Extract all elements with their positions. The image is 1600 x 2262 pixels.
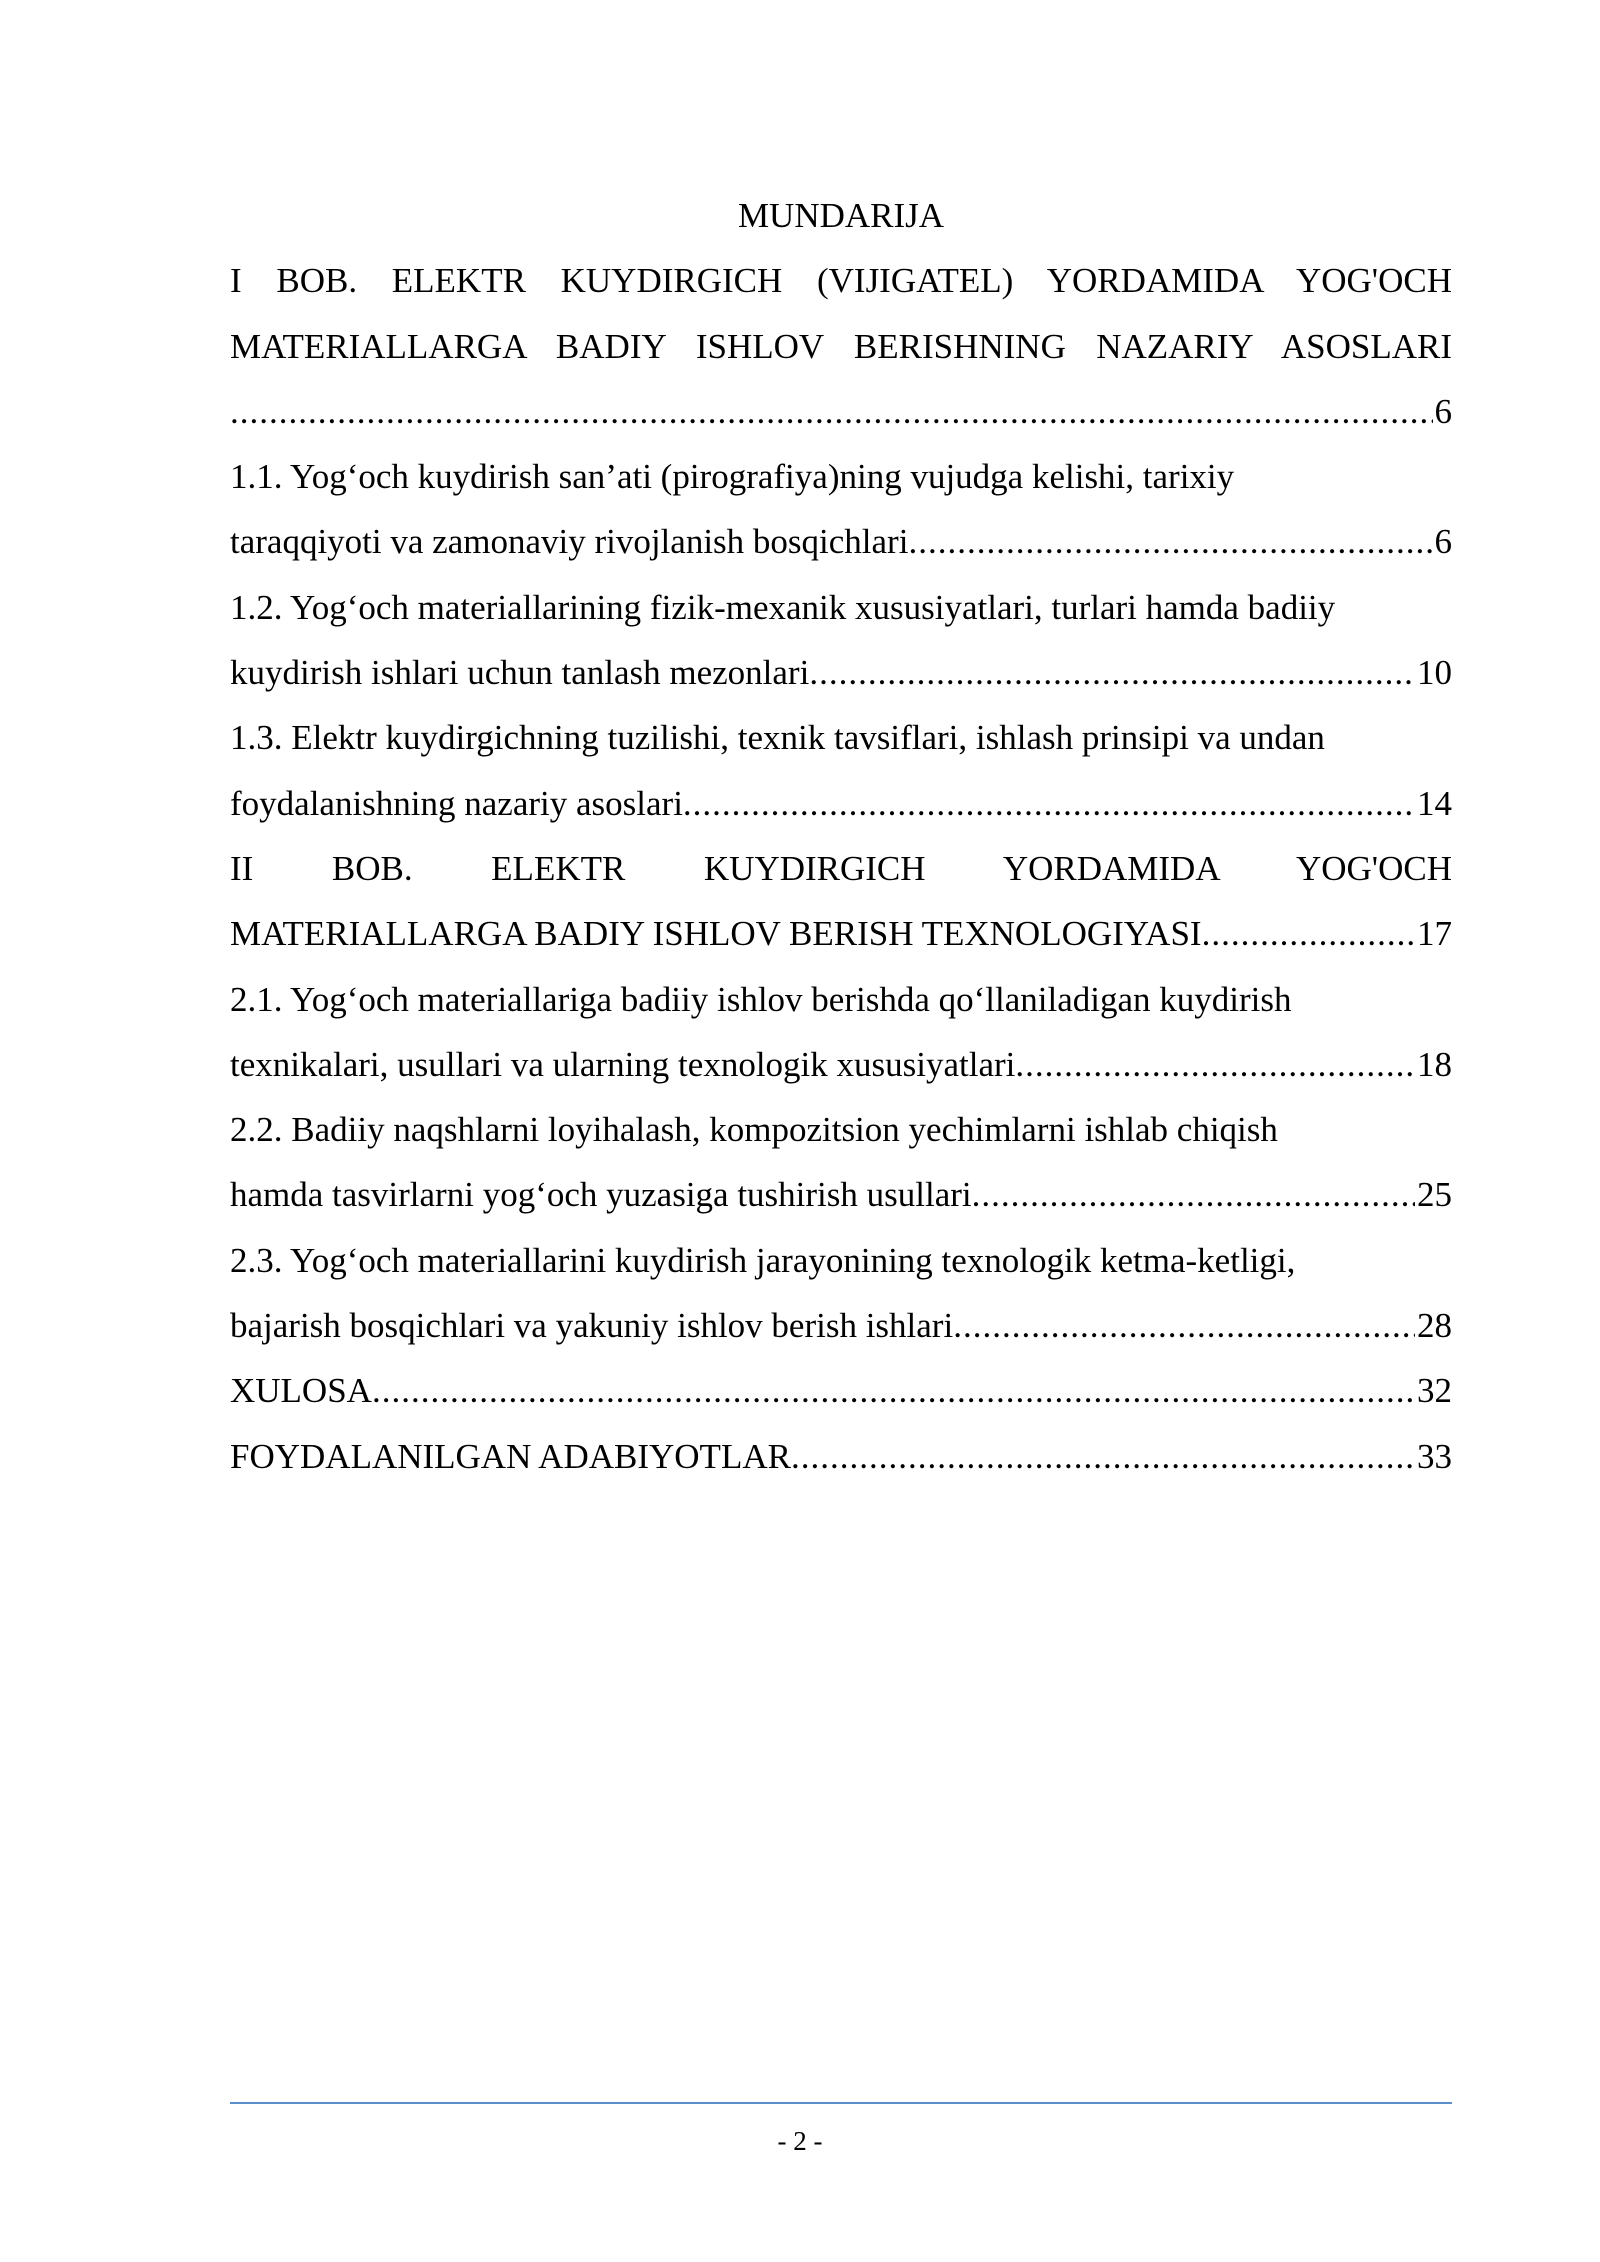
toc-entry-text: MATERIALLARGA BADIY ISHLOV BERISH TEXNOLOGIYASI bbox=[230, 914, 1202, 954]
toc-entry-text: 1.2. Yog‘och materiallarining fizik-mexanik xususiyatlari, turlari hamda badiiy bbox=[230, 587, 1336, 627]
toc-entry-section-1-1[interactable] bbox=[230, 444, 1452, 575]
toc-entry-text: texnikalari, usullari va ularning texnologik xususiyatlari bbox=[230, 1044, 1016, 1084]
toc-entry-text: 2.3. Yog‘och materiallarini kuydirish jarayonining texnologik ketma-ketligi, bbox=[230, 1240, 1296, 1280]
toc-entry-text: taraqqiyoti va zamonaviy rivojlanish bosqichlari bbox=[230, 522, 909, 562]
toc-page-number: 6 bbox=[1434, 391, 1452, 431]
dot-leader bbox=[683, 771, 1415, 836]
toc-entry-text: kuydirish ishlari uchun tanlash mezonlari bbox=[230, 653, 810, 693]
footer-page-number: - 2 - bbox=[777, 2126, 823, 2156]
toc-entry-text: MATERIALLARGA BADIY ISHLOV BERISHNING NAZARIY ASOSLARI bbox=[230, 326, 1452, 366]
toc-entry-text: 2.2. Badiiy naqshlarni loyihalash, kompozitsion yechimlarni ishlab chiqish bbox=[230, 1110, 1278, 1150]
toc-entry-section-2-1[interactable] bbox=[230, 967, 1452, 1098]
toc-entry-text: 2.1. Yog‘och materiallariga badiiy ishlov berishda qo‘llaniladigan kuydirish bbox=[230, 979, 1292, 1019]
toc-entry-text: bajarish bosqichlari va yakuniy ishlov berish ishlari bbox=[230, 1306, 954, 1346]
dot-leader bbox=[908, 509, 1432, 574]
toc-page-number: 28 bbox=[1417, 1306, 1452, 1346]
toc-page-number: 33 bbox=[1417, 1436, 1452, 1476]
dot-leader bbox=[1015, 1032, 1415, 1097]
toc-leader-line bbox=[230, 1293, 1452, 1358]
dot-leader bbox=[972, 1162, 1415, 1227]
dot-leader bbox=[809, 640, 1415, 705]
toc-leader-line bbox=[230, 640, 1452, 705]
toc-leader-line bbox=[230, 379, 1452, 444]
dot-leader bbox=[372, 1358, 1415, 1423]
toc-entry-text: II BOB. ELEKTR KUYDIRGICH YORDAMIDA YOG'OCH bbox=[230, 848, 1452, 888]
toc-leader-line bbox=[230, 771, 1452, 836]
dot-leader bbox=[953, 1293, 1415, 1358]
toc-entry-chapter-1[interactable] bbox=[230, 248, 1452, 444]
toc-entry-section-1-3[interactable] bbox=[230, 705, 1452, 836]
table-of-contents bbox=[230, 183, 1452, 1489]
toc-entry-text: I BOB. ELEKTR KUYDIRGICH (VIJIGATEL) YORDAMIDA YOG'OCH bbox=[230, 261, 1452, 301]
toc-page-number: 17 bbox=[1417, 914, 1452, 954]
dot-leader bbox=[1202, 901, 1415, 966]
toc-entry-text: foydalanishning nazariy asoslari bbox=[230, 783, 683, 823]
toc-entry-text: hamda tasvirlarni yog‘och yuzasiga tushirish usullari bbox=[230, 1175, 972, 1215]
toc-leader-line bbox=[230, 1162, 1452, 1227]
toc-entry-section-1-2[interactable] bbox=[230, 575, 1452, 706]
toc-entry-text: 1.1. Yog‘och kuydirish san’ati (pirografiya)ning vujudga kelishi, tarixiy bbox=[230, 457, 1235, 497]
toc-title: MUNDARIJA bbox=[737, 196, 945, 235]
toc-page-number: 18 bbox=[1417, 1044, 1452, 1084]
toc-entry-chapter-2[interactable] bbox=[230, 836, 1452, 967]
toc-entry-text: 1.3. Elektr kuydirgichning tuzilishi, texnik tavsiflari, ishlash prinsipi va undan bbox=[230, 718, 1325, 758]
toc-page-number: 14 bbox=[1417, 783, 1452, 823]
dot-leader bbox=[230, 379, 1433, 444]
toc-entry-conclusion[interactable] bbox=[230, 1358, 1452, 1423]
toc-entry-text: XULOSA bbox=[230, 1371, 372, 1411]
toc-page-number: 10 bbox=[1417, 653, 1452, 693]
toc-page-number: 25 bbox=[1417, 1175, 1452, 1215]
toc-leader-line bbox=[230, 901, 1452, 966]
footer-divider bbox=[230, 2102, 1452, 2104]
toc-page-number: 6 bbox=[1434, 522, 1452, 562]
toc-entry-section-2-2[interactable] bbox=[230, 1097, 1452, 1228]
toc-leader-line bbox=[230, 509, 1452, 574]
dot-leader bbox=[791, 1424, 1415, 1489]
toc-entry-text: FOYDALANILGAN ADABIYOTLAR bbox=[230, 1436, 791, 1476]
toc-entry-section-2-3[interactable] bbox=[230, 1228, 1452, 1359]
toc-entry-references[interactable] bbox=[230, 1424, 1452, 1489]
toc-page-number: 32 bbox=[1417, 1371, 1452, 1411]
toc-leader-line bbox=[230, 1358, 1452, 1423]
toc-leader-line bbox=[230, 1424, 1452, 1489]
toc-leader-line bbox=[230, 1032, 1452, 1097]
